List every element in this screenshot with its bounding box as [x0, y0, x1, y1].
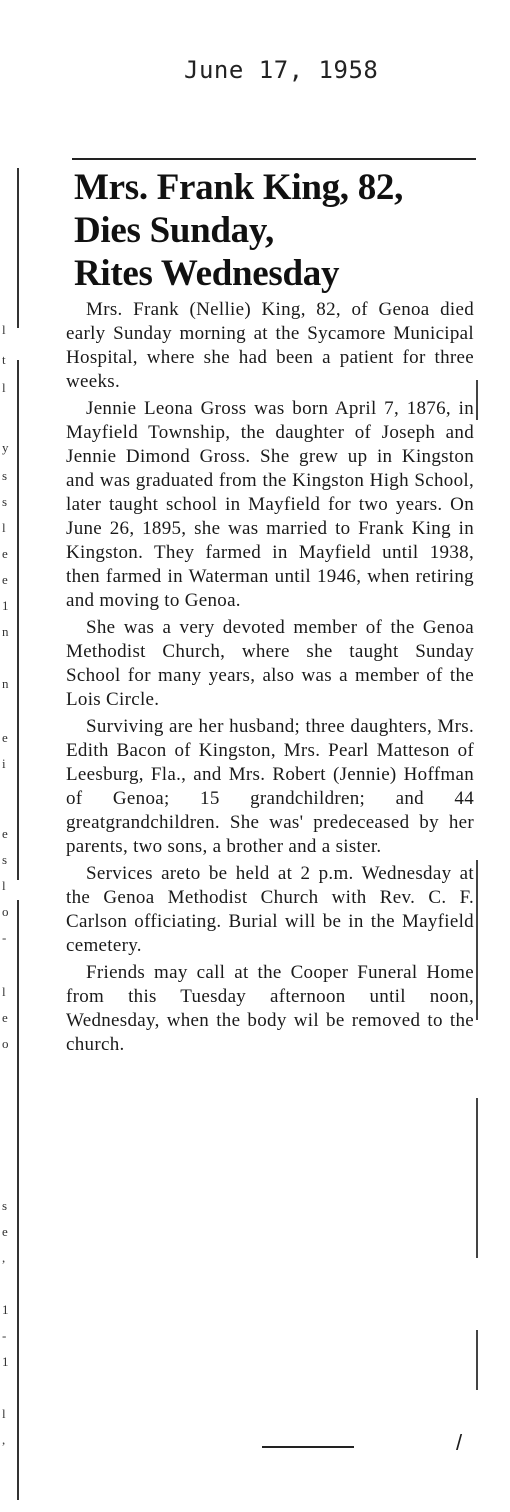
adjacent-column-fragment: e [2, 1010, 8, 1025]
adjacent-column-fragment: l [2, 322, 6, 337]
end-mark: / [456, 1430, 463, 1455]
adjacent-column-fragment: l [2, 984, 6, 999]
left-column-edge [17, 900, 19, 1500]
adjacent-column-fragment: t [2, 352, 6, 367]
paragraph-church: She was a very devoted member of the Genoa Methodist Church, where she taught Sunday School for many years, also was a member of the Lois Circle. [66, 617, 474, 710]
paragraph-survivors: Surviving are her husband; three daughters, Mrs. Edith Bacon of Kingston, Mrs. Pearl Matteson of Leesburg, Fla., and Mrs. Robert (Jennie) Hoffman of Genoa; 15 grandchildren; and 44 greatgrandchildren. She was' predeceased by her parents, two sons, a brother and a sister. [66, 716, 474, 857]
adjacent-column-fragment: s [2, 852, 8, 867]
adjacent-column-fragment: n [2, 676, 9, 691]
adjacent-column-fragment: s [2, 468, 8, 483]
adjacent-column-fragment: y [2, 440, 9, 455]
headline-line-1: Mrs. Frank King, 82, [74, 167, 404, 208]
adjacent-column-fragment: l [2, 380, 6, 395]
adjacent-column-fragment: l [2, 520, 6, 535]
paragraph-services: Services areto be held at 2 p.m. Wednesday at the Genoa Methodist Church with Rev. C. F. Carlson officiating. Burial will be in the Mayfield cemetery. [66, 863, 474, 956]
adjacent-column-fragment: , [2, 1432, 6, 1447]
adjacent-column-fragment: 1 [2, 598, 9, 613]
adjacent-column-fragment: 1 [2, 1302, 9, 1317]
adjacent-column-fragment: , [2, 1250, 6, 1265]
right-column-edge [476, 1098, 478, 1258]
right-column-edge [476, 860, 478, 1020]
headline-line-3: Rites Wednesday [74, 253, 340, 294]
left-column-edge [17, 360, 19, 880]
adjacent-column-fragment: - [2, 930, 7, 945]
adjacent-column-fragment: l [2, 1406, 6, 1421]
adjacent-column-fragment: s [2, 1198, 8, 1213]
adjacent-column-fragment: e [2, 572, 8, 587]
top-rule [72, 158, 476, 160]
adjacent-column-fragment: 1 [2, 1354, 9, 1369]
adjacent-column-fragment: e [2, 1224, 8, 1239]
right-column-edge [476, 1330, 478, 1390]
clipping-date: June 17, 1958 [184, 56, 379, 84]
headline-line-2: Dies Sunday, [74, 210, 274, 251]
left-column-edge [17, 168, 19, 328]
adjacent-column-fragment: e [2, 730, 8, 745]
paragraph-biography: Jennie Leona Gross was born April 7, 1876, in Mayfield Township, the daughter of Joseph and Jennie Dimond Gross. She grew up in Kingston and was graduated from the Kingston High School, later taught school in Mayfield for two years. On June 26, 1895, she was married to Frank King in Kingston. They farmed in Mayfield until 1938, then farmed in Waterman until 1946, when retiring and moving to Genoa. [66, 398, 474, 611]
adjacent-column-fragment: o [2, 1036, 9, 1051]
obituary-headline [74, 166, 474, 295]
end-rule [262, 1446, 354, 1448]
adjacent-column-fragment: - [2, 1328, 7, 1343]
obituary-body [66, 298, 474, 1060]
paragraph-visitation: Friends may call at the Cooper Funeral Home from this Tuesday afternoon until noon, Wednesday, when the body wil be removed to the church. [66, 962, 474, 1055]
adjacent-column-fragment: n [2, 624, 9, 639]
adjacent-column-fragment: i [2, 756, 6, 771]
adjacent-column-fragment: o [2, 904, 9, 919]
adjacent-column-fragment: s [2, 494, 8, 509]
adjacent-column-fragment: e [2, 826, 8, 841]
right-column-edge [476, 380, 478, 420]
adjacent-column-fragment: e [2, 546, 8, 561]
adjacent-column-fragment: l [2, 878, 6, 893]
paragraph-death-notice: Mrs. Frank (Nellie) King, 82, of Genoa died early Sunday morning at the Sycamore Municipal Hospital, where she had been a patient for three weeks. [66, 299, 474, 392]
